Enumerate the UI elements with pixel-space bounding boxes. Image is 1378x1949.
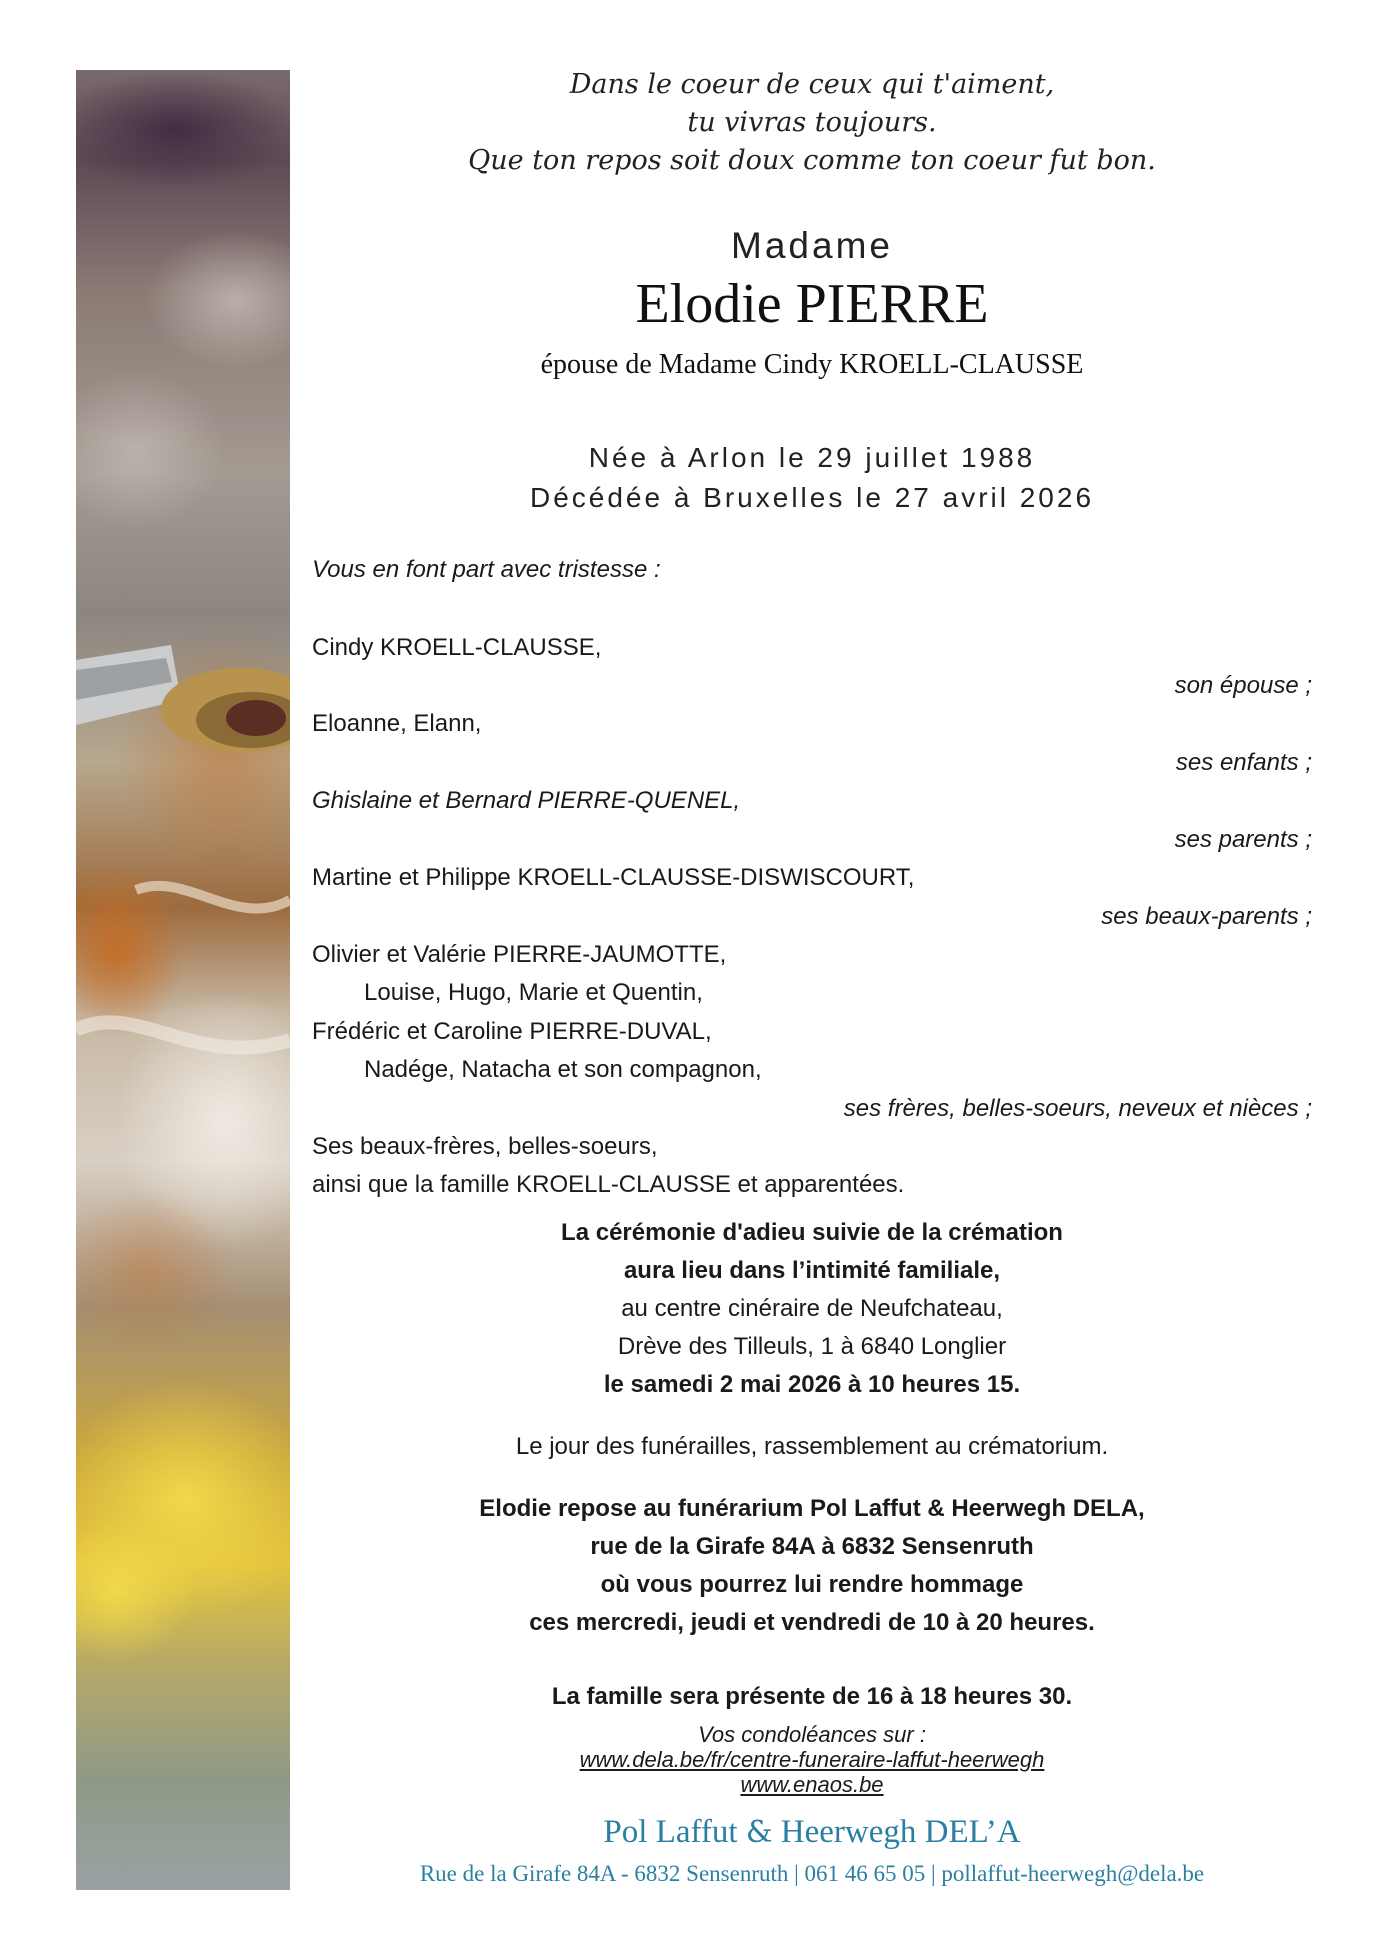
spouse-line: épouse de Madame Cindy KROELL-CLAUSSE xyxy=(540,349,1084,380)
visit-line: ces mercredi, jeudi et vendredi de 10 à 20 heures. xyxy=(529,1609,1095,1636)
funeral-home-logo xyxy=(312,1814,1312,1851)
condolences-link-enaos[interactable]: www.enaos.be xyxy=(740,1772,884,1797)
ceremony-line: aura lieu dans l’intimité familiale, xyxy=(623,1257,1001,1284)
verse-line-1: Dans le coeur de ceux qui t'aiment, xyxy=(569,69,1055,100)
family-line: Ses beaux-frères, belles-soeurs, xyxy=(312,1133,658,1160)
family-line: ainsi que la famille KROELL-CLAUSSE et apparentées. xyxy=(312,1171,905,1198)
condolences-link-dela[interactable]: www.dela.be/fr/centre-funeraire-laffut-heerwegh xyxy=(579,1747,1045,1772)
deceased-name: Elodie PIERRE xyxy=(635,273,989,335)
ceremony-line: Drève des Tilleuls, 1 à 6840 Longlier xyxy=(617,1333,1007,1360)
brand-ampersand: & xyxy=(745,1815,773,1850)
gathering-line: Le jour des funérailles, rassemblement au crématorium. xyxy=(515,1433,1109,1460)
family-line: Nadége, Natacha et son compagnon, xyxy=(364,1056,762,1083)
family-relation: ses beaux-parents ; xyxy=(1101,903,1312,930)
ceremony-date: le samedi 2 mai 2026 à 10 heures 15. xyxy=(603,1371,1021,1398)
visit-line: où vous pourrez lui rendre hommage xyxy=(600,1571,1024,1598)
family-line: Martine et Philippe KROELL-CLAUSSE-DISWISCOURT, xyxy=(312,864,915,891)
decorative-paint-palette-image xyxy=(76,70,290,1890)
family-line: Frédéric et Caroline PIERRE-DUVAL, xyxy=(312,1018,712,1045)
visit-line: rue de la Girafe 84A à 6832 Sensenruth xyxy=(590,1533,1034,1560)
family-relation: ses parents ; xyxy=(1174,826,1312,853)
family-presence: La famille sera présente de 16 à 18 heures 30. xyxy=(551,1683,1073,1710)
family-line: Ghislaine et Bernard PIERRE-QUENEL, xyxy=(312,787,741,814)
family-line: Eloanne, Elann, xyxy=(312,710,482,737)
family-relation: ses enfants ; xyxy=(1175,749,1312,776)
brand-name-part-1: Pol Laffut xyxy=(603,1814,738,1850)
visit-line: Elodie repose au funérarium Pol Laffut & Heerwegh DELA, xyxy=(479,1495,1145,1522)
family-line: Louise, Hugo, Marie et Quentin, xyxy=(364,979,703,1006)
ceremony-line: au centre cinéraire de Neufchateau, xyxy=(621,1295,1003,1322)
brand-name-part-2: Heerwegh DEL’A xyxy=(780,1814,1021,1850)
death-line: Décédée à Bruxelles le 27 avril 2026 xyxy=(529,482,1095,513)
family-intro: Vous en font part avec tristesse : xyxy=(312,556,661,583)
funeral-home-contact: Rue de la Girafe 84A - 6832 Sensenruth | 061 46 65 05 | pollaffut-heerwegh@dela.be xyxy=(419,1861,1205,1886)
funeral-notice xyxy=(312,0,1312,1949)
family-relation: ses frères, belles-soeurs, neveux et nièces ; xyxy=(843,1095,1312,1122)
honorific-title: Madame xyxy=(731,225,893,266)
family-line: Olivier et Valérie PIERRE-JAUMOTTE, xyxy=(312,941,727,968)
family-line: Cindy KROELL-CLAUSSE, xyxy=(312,634,602,661)
condolences-label: Vos condoléances sur : xyxy=(698,1722,926,1747)
ceremony-line: La cérémonie d'adieu suivie de la crémation xyxy=(561,1219,1063,1246)
family-relation: son épouse ; xyxy=(1174,672,1312,699)
verse-line-2: tu vivras toujours. xyxy=(687,107,937,138)
birth-line: Née à Arlon le 29 juillet 1988 xyxy=(588,442,1036,473)
verse-line-3: Que ton repos soit doux comme ton coeur fut bon. xyxy=(468,145,1156,176)
